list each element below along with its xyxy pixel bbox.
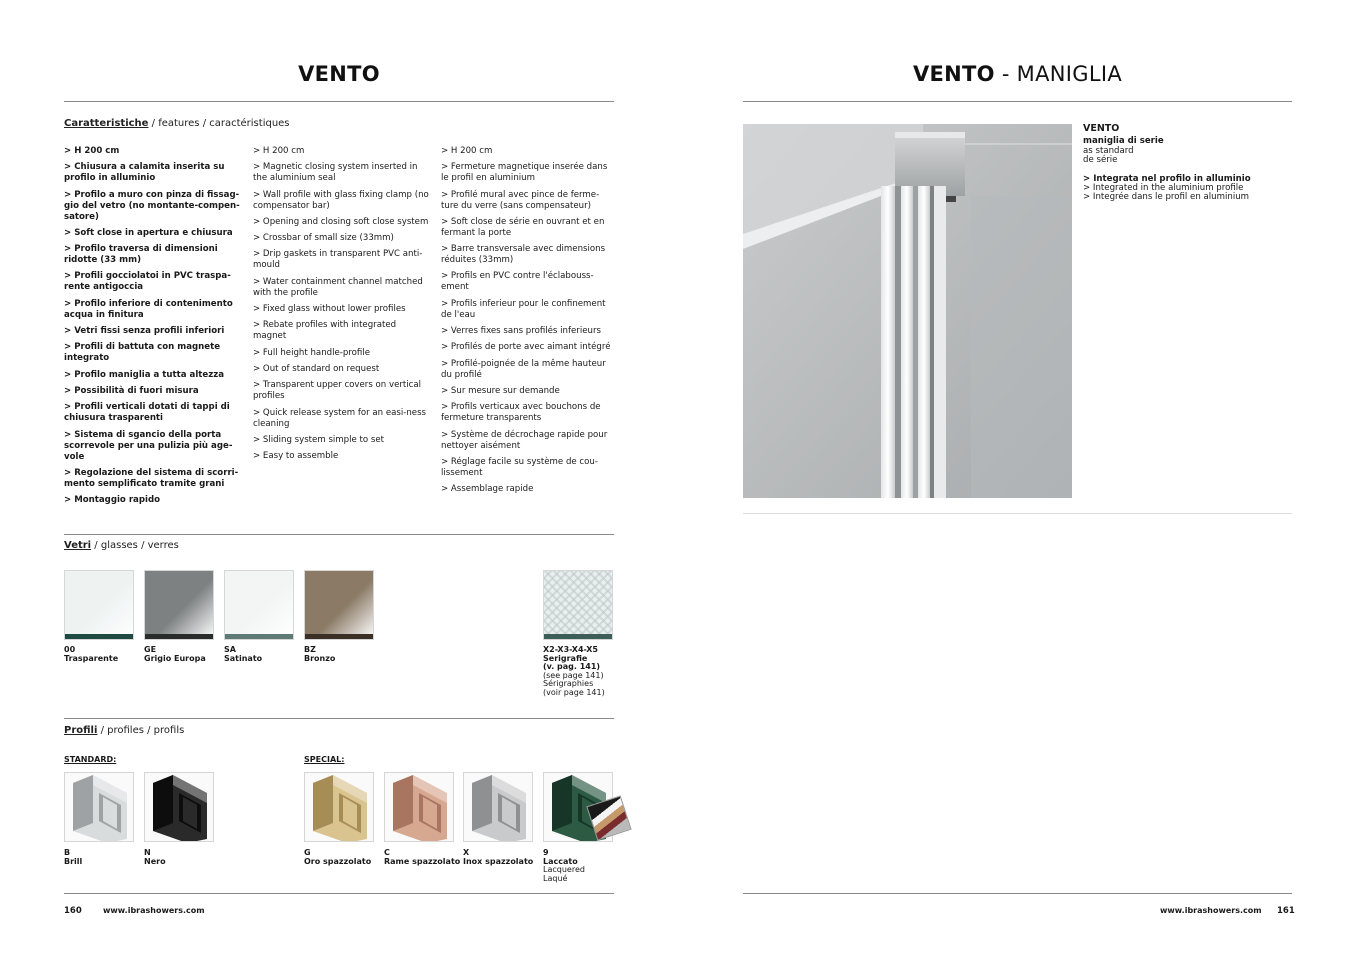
profile-code: C xyxy=(384,848,390,857)
feature-item-italian: > Profili verticali dotati di tappi di chiusura trasparenti xyxy=(64,402,230,424)
profile-extra1: Lacquered xyxy=(543,865,585,874)
handle-profile-photo xyxy=(743,124,1072,498)
glass-code: BZ xyxy=(304,645,316,654)
profile-shape xyxy=(153,775,173,831)
glass-edge xyxy=(225,634,293,639)
glass-label xyxy=(304,646,335,663)
glass-name2: (v. pag. 141) xyxy=(543,662,601,671)
profile-code: X xyxy=(463,848,470,857)
glasses-heading-main: Vetri xyxy=(64,540,92,551)
feature-item-italian: > Vetri fissi senza profili inferiori xyxy=(64,326,225,337)
profile-drawing xyxy=(385,773,454,842)
glass-edge xyxy=(65,634,133,639)
feature-item-italian: > Regolazione del sistema di scorri-mento semplificato tramite grani xyxy=(64,467,239,489)
feature-item-english: > H 200 cm xyxy=(253,146,305,156)
feature-item-english: > Opening and closing soft close system xyxy=(253,216,429,227)
profile-label xyxy=(304,849,371,866)
right-title-bold: VENTO xyxy=(912,62,995,86)
feature-item-italian: > Chiusura a calamita inserita su profilo in alluminio xyxy=(64,162,225,184)
feature-item-french: > Barre transversale avec dimensions réduites (33mm) xyxy=(441,244,606,266)
left-page-title: VENTO xyxy=(298,62,380,86)
feature-item-french: > Système de décrochage rapide pour nettoyer aisément xyxy=(441,429,608,451)
feature-item-english: > Crossbar of small size (33mm) xyxy=(253,233,394,244)
feature-item-english: > Easy to assemble xyxy=(253,451,339,462)
feature-item-italian: > Profilo maniglia a tutta altezza xyxy=(64,369,225,380)
right-page-title xyxy=(743,62,1292,86)
feature-item-english: > Fixed glass without lower profiles xyxy=(253,304,406,315)
glass-tint xyxy=(65,571,133,639)
profile-name: Inox spazzolato xyxy=(463,856,534,866)
glasses-divider xyxy=(64,718,614,719)
profile-code: N xyxy=(144,848,151,857)
features-heading-rest: / features / caractéristiques xyxy=(148,118,290,129)
feature-item-italian: > Profilo a muro con pinza di fissag-gio del vetro (no montante-compen-satore) xyxy=(64,189,240,222)
feature-item-french: > Profils inferieur pour le confinement de l'eau xyxy=(441,298,606,320)
feature-item-french: > Fermeture magnetique inserée dans le profil en aluminium xyxy=(441,162,608,184)
handle-info xyxy=(1083,124,1283,203)
feature-item-french: > Profils verticaux avec bouchons de fermeture transparents xyxy=(441,402,601,424)
standard-profiles-label: STANDARD: xyxy=(64,755,117,764)
feature-item-italian: > Profilo inferiore di contenimento acqua in finitura xyxy=(64,298,233,320)
feature-item-italian: > Montaggio rapido xyxy=(64,495,161,506)
feature-item-italian: > Soft close in apertura e chiusura xyxy=(64,227,233,238)
profile-shape xyxy=(472,775,492,831)
feature-item-french: > Réglage facile su système de cou-lissement xyxy=(441,456,598,478)
profile-drawing xyxy=(464,773,533,842)
features-italian-list xyxy=(64,146,242,511)
profile-swatch xyxy=(463,772,533,842)
feature-item-french: > Assemblage rapide xyxy=(441,484,534,495)
feature-item-french: > Profilé mural avec pince de ferme-ture du verre (sans compensateur) xyxy=(441,189,600,211)
right-website-link[interactable]: www.ibrashowers.com xyxy=(1160,906,1262,915)
glasses-heading xyxy=(64,540,179,551)
profile-drawing xyxy=(65,773,134,842)
profile-shape xyxy=(393,775,413,831)
feature-item-french: > Verres fixes sans profilés inferieurs xyxy=(441,326,601,337)
profile-shape xyxy=(552,775,572,831)
handle-integrated-fr: > Integrée dans le profil en aluminium xyxy=(1083,192,1250,203)
profile-shape xyxy=(73,775,93,831)
feature-item-italian: > Possibilità di fuori misura xyxy=(64,385,199,396)
feature-item-english: > Rebate profiles with integrated magnet xyxy=(253,320,397,342)
feature-item-english: > Full height handle-profile xyxy=(253,347,371,358)
glass-swatch xyxy=(304,570,374,640)
feature-item-english: > Drip gaskets in transparent PVC anti-mould xyxy=(253,249,423,271)
profile-code: 9 xyxy=(543,848,549,857)
profile-swatch xyxy=(304,772,374,842)
glass-tint xyxy=(225,571,293,639)
profile-drawing xyxy=(305,773,374,842)
glass-name: Trasparente xyxy=(64,653,119,663)
feature-item-italian: > Profilo traversa di dimensioni ridotte (33 mm) xyxy=(64,244,218,266)
profile-label xyxy=(384,849,460,866)
feature-item-english: > Wall profile with glass fixing clamp (no compensator bar) xyxy=(253,189,429,211)
glass-name: Grigio Europa xyxy=(144,653,206,663)
features-english-list xyxy=(253,146,429,467)
right-footer-divider xyxy=(743,893,1292,894)
glass-edge xyxy=(305,634,373,639)
glass-tint xyxy=(544,571,612,639)
profile-code: G xyxy=(304,848,311,857)
feature-item-english: > Water containment channel matched with the profile xyxy=(253,276,423,298)
profile-drawing xyxy=(145,773,214,842)
glass-code: X2-X3-X4-X5 xyxy=(543,645,598,654)
profile-name: Oro spazzolato xyxy=(304,856,372,866)
profile-label xyxy=(144,849,166,866)
feature-item-french: > Profils en PVC contre l'éclabouss-ement xyxy=(441,271,594,293)
features-heading-main: Caratteristiche xyxy=(64,118,149,129)
handle-standard-fr: de série xyxy=(1083,155,1118,166)
glass-swatch xyxy=(543,570,613,640)
feature-item-french: > Profilé-poignée de la même hauteur du profilé xyxy=(441,358,606,380)
feature-item-italian: > Profili gocciolatoi in PVC traspa-rente antigoccia xyxy=(64,271,231,293)
feature-item-french: > Soft close de série en ouvrant et en fermant la porte xyxy=(441,216,605,238)
profile-label xyxy=(543,849,585,883)
glass-tint xyxy=(305,571,373,639)
glass-label xyxy=(543,646,605,697)
glasses-heading-rest: / glasses / verres xyxy=(91,540,179,551)
feature-item-italian: > Sistema di sgancio della porta scorrevole per una pulizia più age-vole xyxy=(64,429,233,462)
feature-item-italian: > Profili di battuta con magnete integrato xyxy=(64,342,221,364)
right-title-light: - MANIGLIA xyxy=(994,62,1122,86)
glass-label xyxy=(224,646,262,663)
left-footer-divider xyxy=(64,893,614,894)
glass-swatch xyxy=(224,570,294,640)
profile-code: B xyxy=(64,848,71,857)
right-page-number: 161 xyxy=(1277,906,1295,916)
profile-shape xyxy=(313,775,333,831)
handle-model-name: VENTO xyxy=(1083,123,1120,134)
glass-extra1: (see page 141) xyxy=(543,670,604,680)
features-french-list xyxy=(441,146,616,500)
glass-tint xyxy=(145,571,213,639)
glass-code: SA xyxy=(224,645,236,654)
handle-photo-drawing xyxy=(743,124,1072,498)
feature-item-english: > Quick release system for an easi-ness cleaning xyxy=(253,407,427,429)
glass-label xyxy=(144,646,206,663)
profile-swatch xyxy=(64,772,134,842)
profile-name: Rame spazzolato xyxy=(384,856,461,866)
handle-standard-en: as standard xyxy=(1083,145,1134,156)
profile-name: Brill xyxy=(64,856,83,866)
profiles-heading xyxy=(64,725,184,736)
profile-swatch xyxy=(144,772,214,842)
profile-label xyxy=(463,849,533,866)
profile-swatch xyxy=(384,772,454,842)
feature-item-french: > Sur mesure sur demande xyxy=(441,385,560,396)
glass-code: 00 xyxy=(64,645,76,654)
profile-name: Nero xyxy=(144,856,166,866)
handle-integrated-en: > Integrated in the aluminium profile xyxy=(1083,183,1244,194)
glass-label xyxy=(64,646,118,663)
feature-item-italian: > H 200 cm xyxy=(64,146,120,156)
features-heading xyxy=(64,118,290,129)
profile-extra2: Laqué xyxy=(543,873,568,883)
feature-item-english: > Magnetic closing system inserted in the aluminium seal xyxy=(253,162,418,184)
features-divider xyxy=(64,534,614,535)
glass-swatch xyxy=(64,570,134,640)
photo-divider xyxy=(743,513,1292,514)
handle-standard-it: maniglia di serie xyxy=(1083,136,1164,147)
left-page-number: 160 xyxy=(64,906,82,916)
special-profiles-label: SPECIAL: xyxy=(304,755,345,764)
right-title-divider xyxy=(743,101,1292,102)
feature-item-french: > H 200 cm xyxy=(441,146,493,156)
feature-item-french: > Profilés de porte avec aimant intégré xyxy=(441,342,611,353)
profiles-heading-main: Profili xyxy=(64,725,98,736)
glass-edge xyxy=(145,634,213,639)
glass-code: GE xyxy=(144,645,157,654)
profile-label xyxy=(64,849,82,866)
title-divider xyxy=(64,101,614,102)
feature-item-english: > Sliding system simple to set xyxy=(253,434,385,445)
feature-item-english: > Transparent upper covers on vertical profiles xyxy=(253,380,422,402)
glass-edge xyxy=(544,634,612,639)
profiles-heading-rest: / profiles / profils xyxy=(97,725,185,736)
feature-item-english: > Out of standard on request xyxy=(253,363,380,374)
handle-integrated-it: > Integrata nel profilo in alluminio xyxy=(1083,173,1251,184)
profile-name: Laccato xyxy=(543,856,578,866)
glass-extra3: (voir page 141) xyxy=(543,687,605,697)
left-website-link[interactable]: www.ibrashowers.com xyxy=(103,906,205,915)
glass-swatch xyxy=(144,570,214,640)
glass-extra2: Sérigraphies xyxy=(543,679,594,688)
glass-name: Bronzo xyxy=(304,653,336,663)
glass-name: Serigrafie xyxy=(543,653,588,663)
glass-name: Satinato xyxy=(224,653,263,663)
